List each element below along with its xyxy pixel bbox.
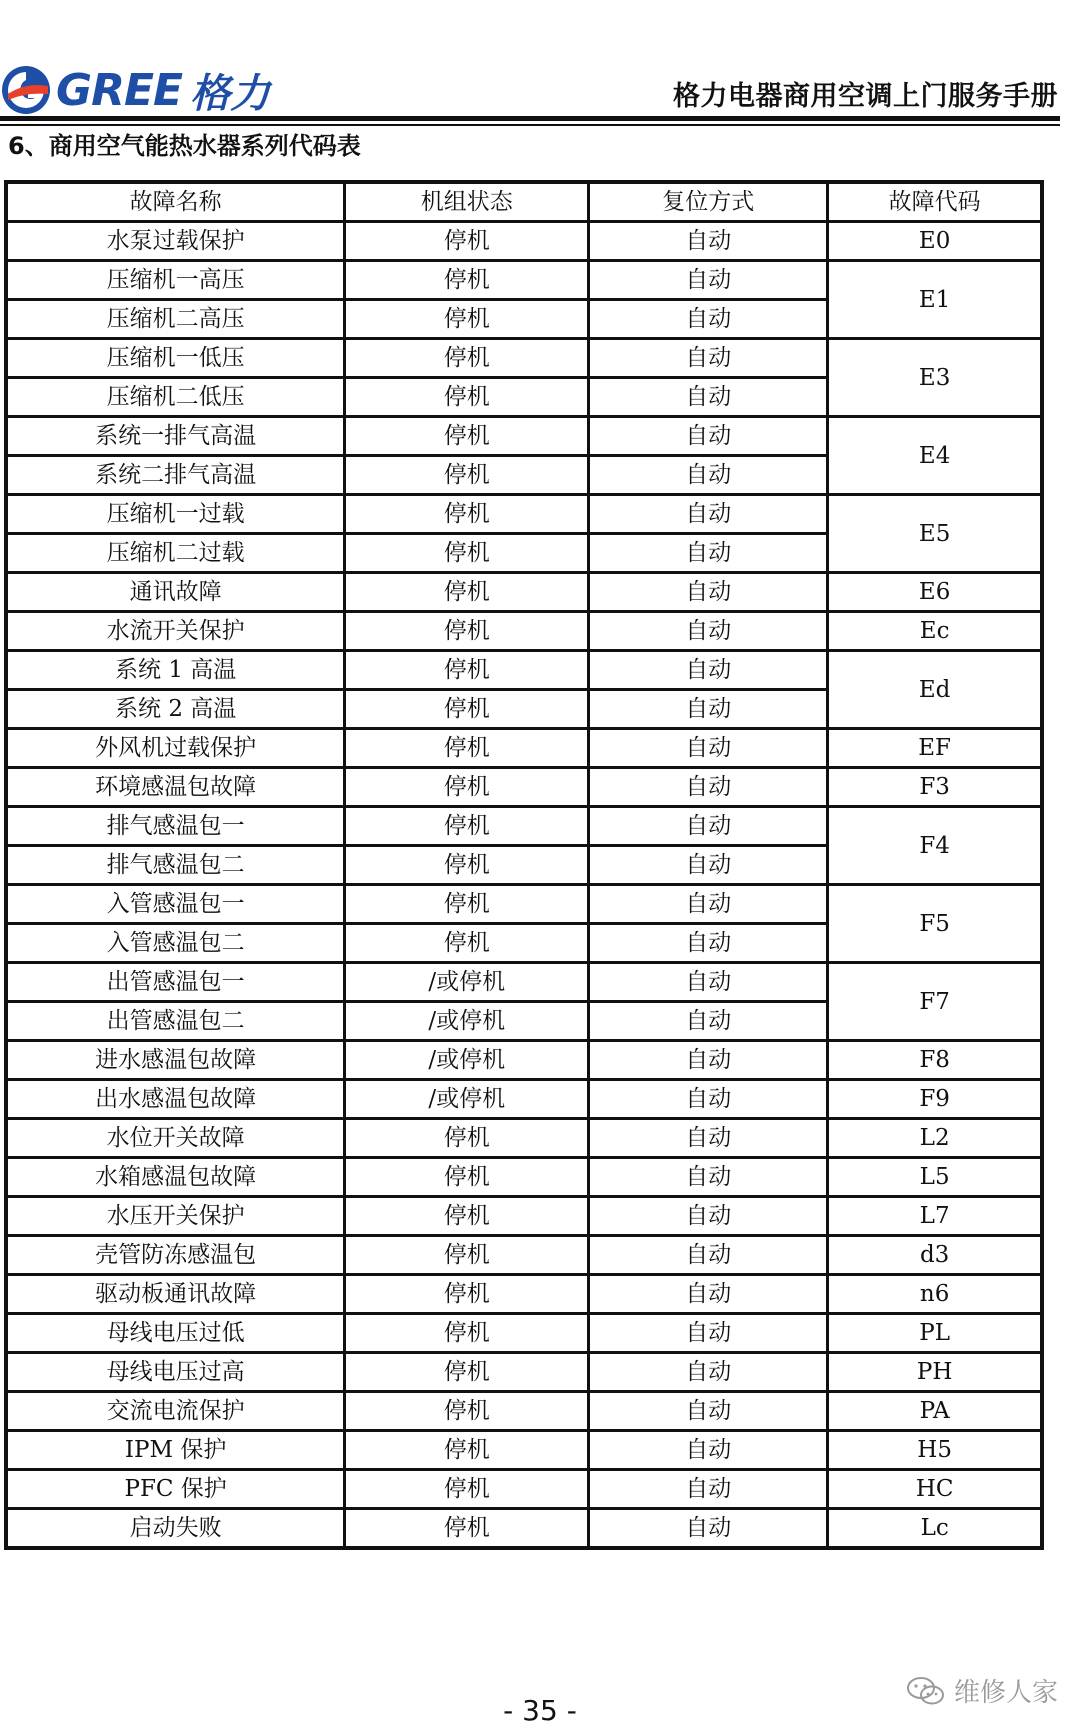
table-row [6, 1509, 1042, 1549]
reset-mode-cell: 自动 [589, 300, 828, 339]
fault-name-cell: 母线电压过高 [6, 1353, 345, 1392]
reset-mode-cell: 自动 [589, 1119, 828, 1158]
fault-code-cell: E1 [828, 261, 1042, 339]
unit-state-cell: 停机 [345, 1470, 589, 1509]
fault-code-cell: L7 [828, 1197, 1042, 1236]
unit-state-cell: 停机 [345, 768, 589, 807]
unit-state-cell: 停机 [345, 573, 589, 612]
reset-mode-cell: 自动 [589, 378, 828, 417]
table-row [6, 1197, 1042, 1236]
unit-state-cell: 停机 [345, 1392, 589, 1431]
fault-name-cell: 压缩机二高压 [6, 300, 345, 339]
fault-name-cell: IPM 保护 [6, 1431, 345, 1470]
reset-mode-cell: 自动 [589, 1470, 828, 1509]
column-header-reset-mode: 复位方式 [589, 182, 828, 222]
fault-name-cell: 系统 2 高温 [6, 690, 345, 729]
reset-mode-cell: 自动 [589, 1158, 828, 1197]
table-header-row [6, 182, 1042, 222]
fault-name-cell: 水箱感温包故障 [6, 1158, 345, 1197]
fault-code-cell: E5 [828, 495, 1042, 573]
reset-mode-cell: 自动 [589, 573, 828, 612]
fault-name-cell: 排气感温包一 [6, 807, 345, 846]
fault-name-cell: PFC 保护 [6, 1470, 345, 1509]
fault-name-cell: 母线电压过低 [6, 1314, 345, 1353]
fault-name-cell: 水位开关故障 [6, 1119, 345, 1158]
unit-state-cell: 停机 [345, 924, 589, 963]
fault-code-cell: F4 [828, 807, 1042, 885]
unit-state-cell: 停机 [345, 612, 589, 651]
fault-code-cell: EF [828, 729, 1042, 768]
reset-mode-cell: 自动 [589, 1080, 828, 1119]
table-row [6, 1470, 1042, 1509]
reset-mode-cell: 自动 [589, 729, 828, 768]
manual-title: 格力电器商用空调上门服务手册 [673, 81, 1058, 112]
fault-code-cell: HC [828, 1470, 1042, 1509]
fault-code-cell: F3 [828, 768, 1042, 807]
fault-name-cell: 入管感温包一 [6, 885, 345, 924]
unit-state-cell: /或停机 [345, 1002, 589, 1041]
table-row [6, 261, 1042, 300]
fault-code-table [4, 180, 1044, 1550]
table-row [6, 651, 1042, 690]
fault-code-cell: H5 [828, 1431, 1042, 1470]
gree-logo-icon [0, 64, 52, 116]
unit-state-cell: 停机 [345, 1275, 589, 1314]
fault-name-cell: 水压开关保护 [6, 1197, 345, 1236]
page-number: - 35 - [503, 1694, 577, 1727]
unit-state-cell: /或停机 [345, 1041, 589, 1080]
fault-name-cell: 出管感温包一 [6, 963, 345, 1002]
reset-mode-cell: 自动 [589, 1509, 828, 1549]
column-header-fault-code: 故障代码 [828, 182, 1042, 222]
table-row [6, 1236, 1042, 1275]
unit-state-cell: 停机 [345, 261, 589, 300]
fault-name-cell: 水流开关保护 [6, 612, 345, 651]
fault-code-cell: PA [828, 1392, 1042, 1431]
fault-name-cell: 压缩机二过载 [6, 534, 345, 573]
reset-mode-cell: 自动 [589, 222, 828, 261]
fault-code-cell: d3 [828, 1236, 1042, 1275]
fault-name-cell: 出管感温包二 [6, 1002, 345, 1041]
unit-state-cell: 停机 [345, 1119, 589, 1158]
unit-state-cell: 停机 [345, 1158, 589, 1197]
fault-name-cell: 启动失败 [6, 1509, 345, 1549]
fault-code-cell: n6 [828, 1275, 1042, 1314]
table-row [6, 1158, 1042, 1197]
reset-mode-cell: 自动 [589, 456, 828, 495]
reset-mode-cell: 自动 [589, 807, 828, 846]
unit-state-cell: 停机 [345, 222, 589, 261]
fault-code-cell: L5 [828, 1158, 1042, 1197]
reset-mode-cell: 自动 [589, 495, 828, 534]
unit-state-cell: 停机 [345, 339, 589, 378]
unit-state-cell: /或停机 [345, 963, 589, 1002]
reset-mode-cell: 自动 [589, 1353, 828, 1392]
table-row [6, 768, 1042, 807]
unit-state-cell: 停机 [345, 1236, 589, 1275]
fault-name-cell: 通讯故障 [6, 573, 345, 612]
fault-code-cell: L2 [828, 1119, 1042, 1158]
fault-name-cell: 排气感温包二 [6, 846, 345, 885]
fault-name-cell: 壳管防冻感温包 [6, 1236, 345, 1275]
column-header-fault-name: 故障名称 [6, 182, 345, 222]
page-header [0, 62, 1080, 122]
table-row [6, 1080, 1042, 1119]
unit-state-cell: 停机 [345, 807, 589, 846]
unit-state-cell: 停机 [345, 885, 589, 924]
fault-name-cell: 驱动板通讯故障 [6, 1275, 345, 1314]
fault-name-cell: 系统 1 高温 [6, 651, 345, 690]
table-row [6, 1431, 1042, 1470]
reset-mode-cell: 自动 [589, 846, 828, 885]
table-row [6, 1119, 1042, 1158]
table-row [6, 963, 1042, 1002]
reset-mode-cell: 自动 [589, 1314, 828, 1353]
table-row [6, 573, 1042, 612]
unit-state-cell: 停机 [345, 846, 589, 885]
unit-state-cell: 停机 [345, 534, 589, 573]
table-row [6, 1314, 1042, 1353]
unit-state-cell: 停机 [345, 378, 589, 417]
reset-mode-cell: 自动 [589, 1392, 828, 1431]
table-row [6, 1041, 1042, 1080]
reset-mode-cell: 自动 [589, 612, 828, 651]
unit-state-cell: 停机 [345, 456, 589, 495]
reset-mode-cell: 自动 [589, 1041, 828, 1080]
unit-state-cell: 停机 [345, 300, 589, 339]
gree-logo [0, 64, 270, 116]
fault-code-cell: E3 [828, 339, 1042, 417]
unit-state-cell: 停机 [345, 690, 589, 729]
unit-state-cell: 停机 [345, 417, 589, 456]
unit-state-cell: /或停机 [345, 1080, 589, 1119]
reset-mode-cell: 自动 [589, 534, 828, 573]
reset-mode-cell: 自动 [589, 1197, 828, 1236]
brand-name-cn: 格力 [190, 70, 271, 117]
table-body [6, 222, 1042, 1549]
table-row [6, 1392, 1042, 1431]
fault-code-cell: E6 [828, 573, 1042, 612]
fault-code-cell: F9 [828, 1080, 1042, 1119]
reset-mode-cell: 自动 [589, 1431, 828, 1470]
table-row [6, 417, 1042, 456]
watermark-text: 维修人家 [953, 1678, 1058, 1708]
table-row [6, 807, 1042, 846]
table-row [6, 1353, 1042, 1392]
reset-mode-cell: 自动 [589, 1236, 828, 1275]
table-row [6, 222, 1042, 261]
unit-state-cell: 停机 [345, 1353, 589, 1392]
unit-state-cell: 停机 [345, 729, 589, 768]
reset-mode-cell: 自动 [589, 690, 828, 729]
fault-code-cell: PH [828, 1353, 1042, 1392]
reset-mode-cell: 自动 [589, 1275, 828, 1314]
fault-name-cell: 进水感温包故障 [6, 1041, 345, 1080]
reset-mode-cell: 自动 [589, 417, 828, 456]
fault-name-cell: 出水感温包故障 [6, 1080, 345, 1119]
unit-state-cell: 停机 [345, 1314, 589, 1353]
table-row [6, 495, 1042, 534]
reset-mode-cell: 自动 [589, 885, 828, 924]
table-row [6, 1275, 1042, 1314]
fault-name-cell: 压缩机一低压 [6, 339, 345, 378]
fault-name-cell: 压缩机一过载 [6, 495, 345, 534]
table-row [6, 339, 1042, 378]
fault-code-cell: Ed [828, 651, 1042, 729]
reset-mode-cell: 自动 [589, 963, 828, 1002]
reset-mode-cell: 自动 [589, 924, 828, 963]
table-row [6, 729, 1042, 768]
reset-mode-cell: 自动 [589, 1002, 828, 1041]
fault-name-cell: 压缩机一高压 [6, 261, 345, 300]
column-header-unit-state: 机组状态 [345, 182, 589, 222]
table-row [6, 885, 1042, 924]
fault-code-cell: E0 [828, 222, 1042, 261]
unit-state-cell: 停机 [345, 1509, 589, 1549]
fault-name-cell: 外风机过载保护 [6, 729, 345, 768]
table-row [6, 612, 1042, 651]
unit-state-cell: 停机 [345, 495, 589, 534]
fault-code-cell: F8 [828, 1041, 1042, 1080]
fault-name-cell: 入管感温包二 [6, 924, 345, 963]
fault-name-cell: 系统二排气高温 [6, 456, 345, 495]
fault-name-cell: 水泵过载保护 [6, 222, 345, 261]
reset-mode-cell: 自动 [589, 261, 828, 300]
fault-code-cell: Lc [828, 1509, 1042, 1549]
reset-mode-cell: 自动 [589, 339, 828, 378]
section-title: 6、商用空气能热水器系列代码表 [8, 132, 361, 160]
fault-name-cell: 系统一排气高温 [6, 417, 345, 456]
fault-name-cell: 交流电流保护 [6, 1392, 345, 1431]
header-rule-thick [0, 116, 1060, 121]
fault-name-cell: 压缩机二低压 [6, 378, 345, 417]
fault-code-cell: F7 [828, 963, 1042, 1041]
fault-code-cell: Ec [828, 612, 1042, 651]
reset-mode-cell: 自动 [589, 768, 828, 807]
fault-code-cell: E4 [828, 417, 1042, 495]
brand-name: GREE [56, 64, 183, 116]
fault-name-cell: 环境感温包故障 [6, 768, 345, 807]
fault-code-cell: PL [828, 1314, 1042, 1353]
fault-code-cell: F5 [828, 885, 1042, 963]
reset-mode-cell: 自动 [589, 651, 828, 690]
unit-state-cell: 停机 [345, 1431, 589, 1470]
unit-state-cell: 停机 [345, 1197, 589, 1236]
unit-state-cell: 停机 [345, 651, 589, 690]
